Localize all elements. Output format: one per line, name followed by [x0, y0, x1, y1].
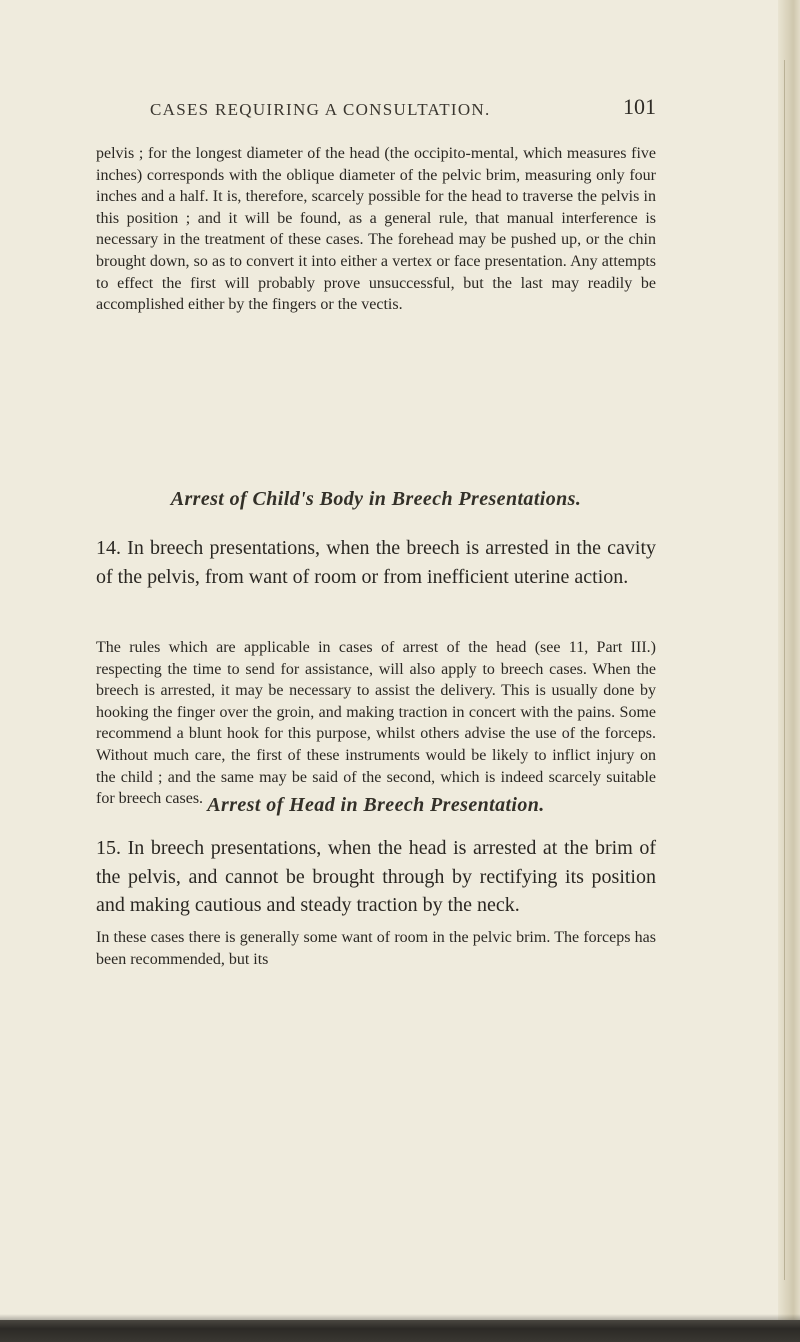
scan-bottom-border — [0, 1320, 800, 1342]
paragraph-breech-rules: The rules which are applicable in cases of arrest of the head (see 11, Part III.) respecting the time to send for assistance, will also apply to breech cases. When the breech is arrested, it may be necessary to assist the delivery. This is usually done by hooking the finger over the groin, and making traction in concert with the pains. Some recommend a blunt hook for this purpose, whilst others advise the use of the forceps. Without much care, the first of these instruments would be likely to inflict injury on the child ; and the same may be said of the second, which is indeed scarcely suitable for breech cases. — [96, 639, 656, 808]
case-statement-14: 14. In breech presentations, when the breech is arrested in the cavity of the pelvis, from want of room or from inefficient uterine action. — [96, 537, 656, 588]
paragraph-pelvic-brim: In these cases there is generally some want of room in the pelvic brim. The forceps has been recommended, but its — [96, 929, 656, 968]
page-header — [120, 94, 660, 124]
section-heading-breech-body: Arrest of Child's Body in Breech Presentations. — [170, 488, 582, 510]
section-heading-breech-head: Arrest of Head in Breech Presentation. — [207, 794, 545, 816]
running-head: CASES REQUIRING A CONSULTATION. — [150, 100, 491, 119]
paragraph-pelvis-diameter: pelvis ; for the longest diameter of the head (the occipito-mental, which measures five inches) corresponds with the oblique diameter of the pelvic brim, measuring only four inches and a half. It is, therefore, scarcely possible for the head to traverse the pelvis in this position ; and it will be found, as a general rule, that manual interference is necessary in the treatment of these cases. The forehead may be pushed up, or the chin brought down, so as to convert it into either a vertex or face presentation. Any attempts to effect the first will probably prove unsuccessful, but the last may readily be accomplished either by the fingers or the vectis. — [96, 145, 656, 314]
case-statement-15: 15. In breech presentations, when the head is arrested at the brim of the pelvis, and cannot be brought through by rectifying its position and making cautious and steady traction by the neck. — [96, 837, 656, 917]
page-edge-shadow — [778, 0, 800, 1342]
page-number: 101 — [623, 94, 656, 119]
